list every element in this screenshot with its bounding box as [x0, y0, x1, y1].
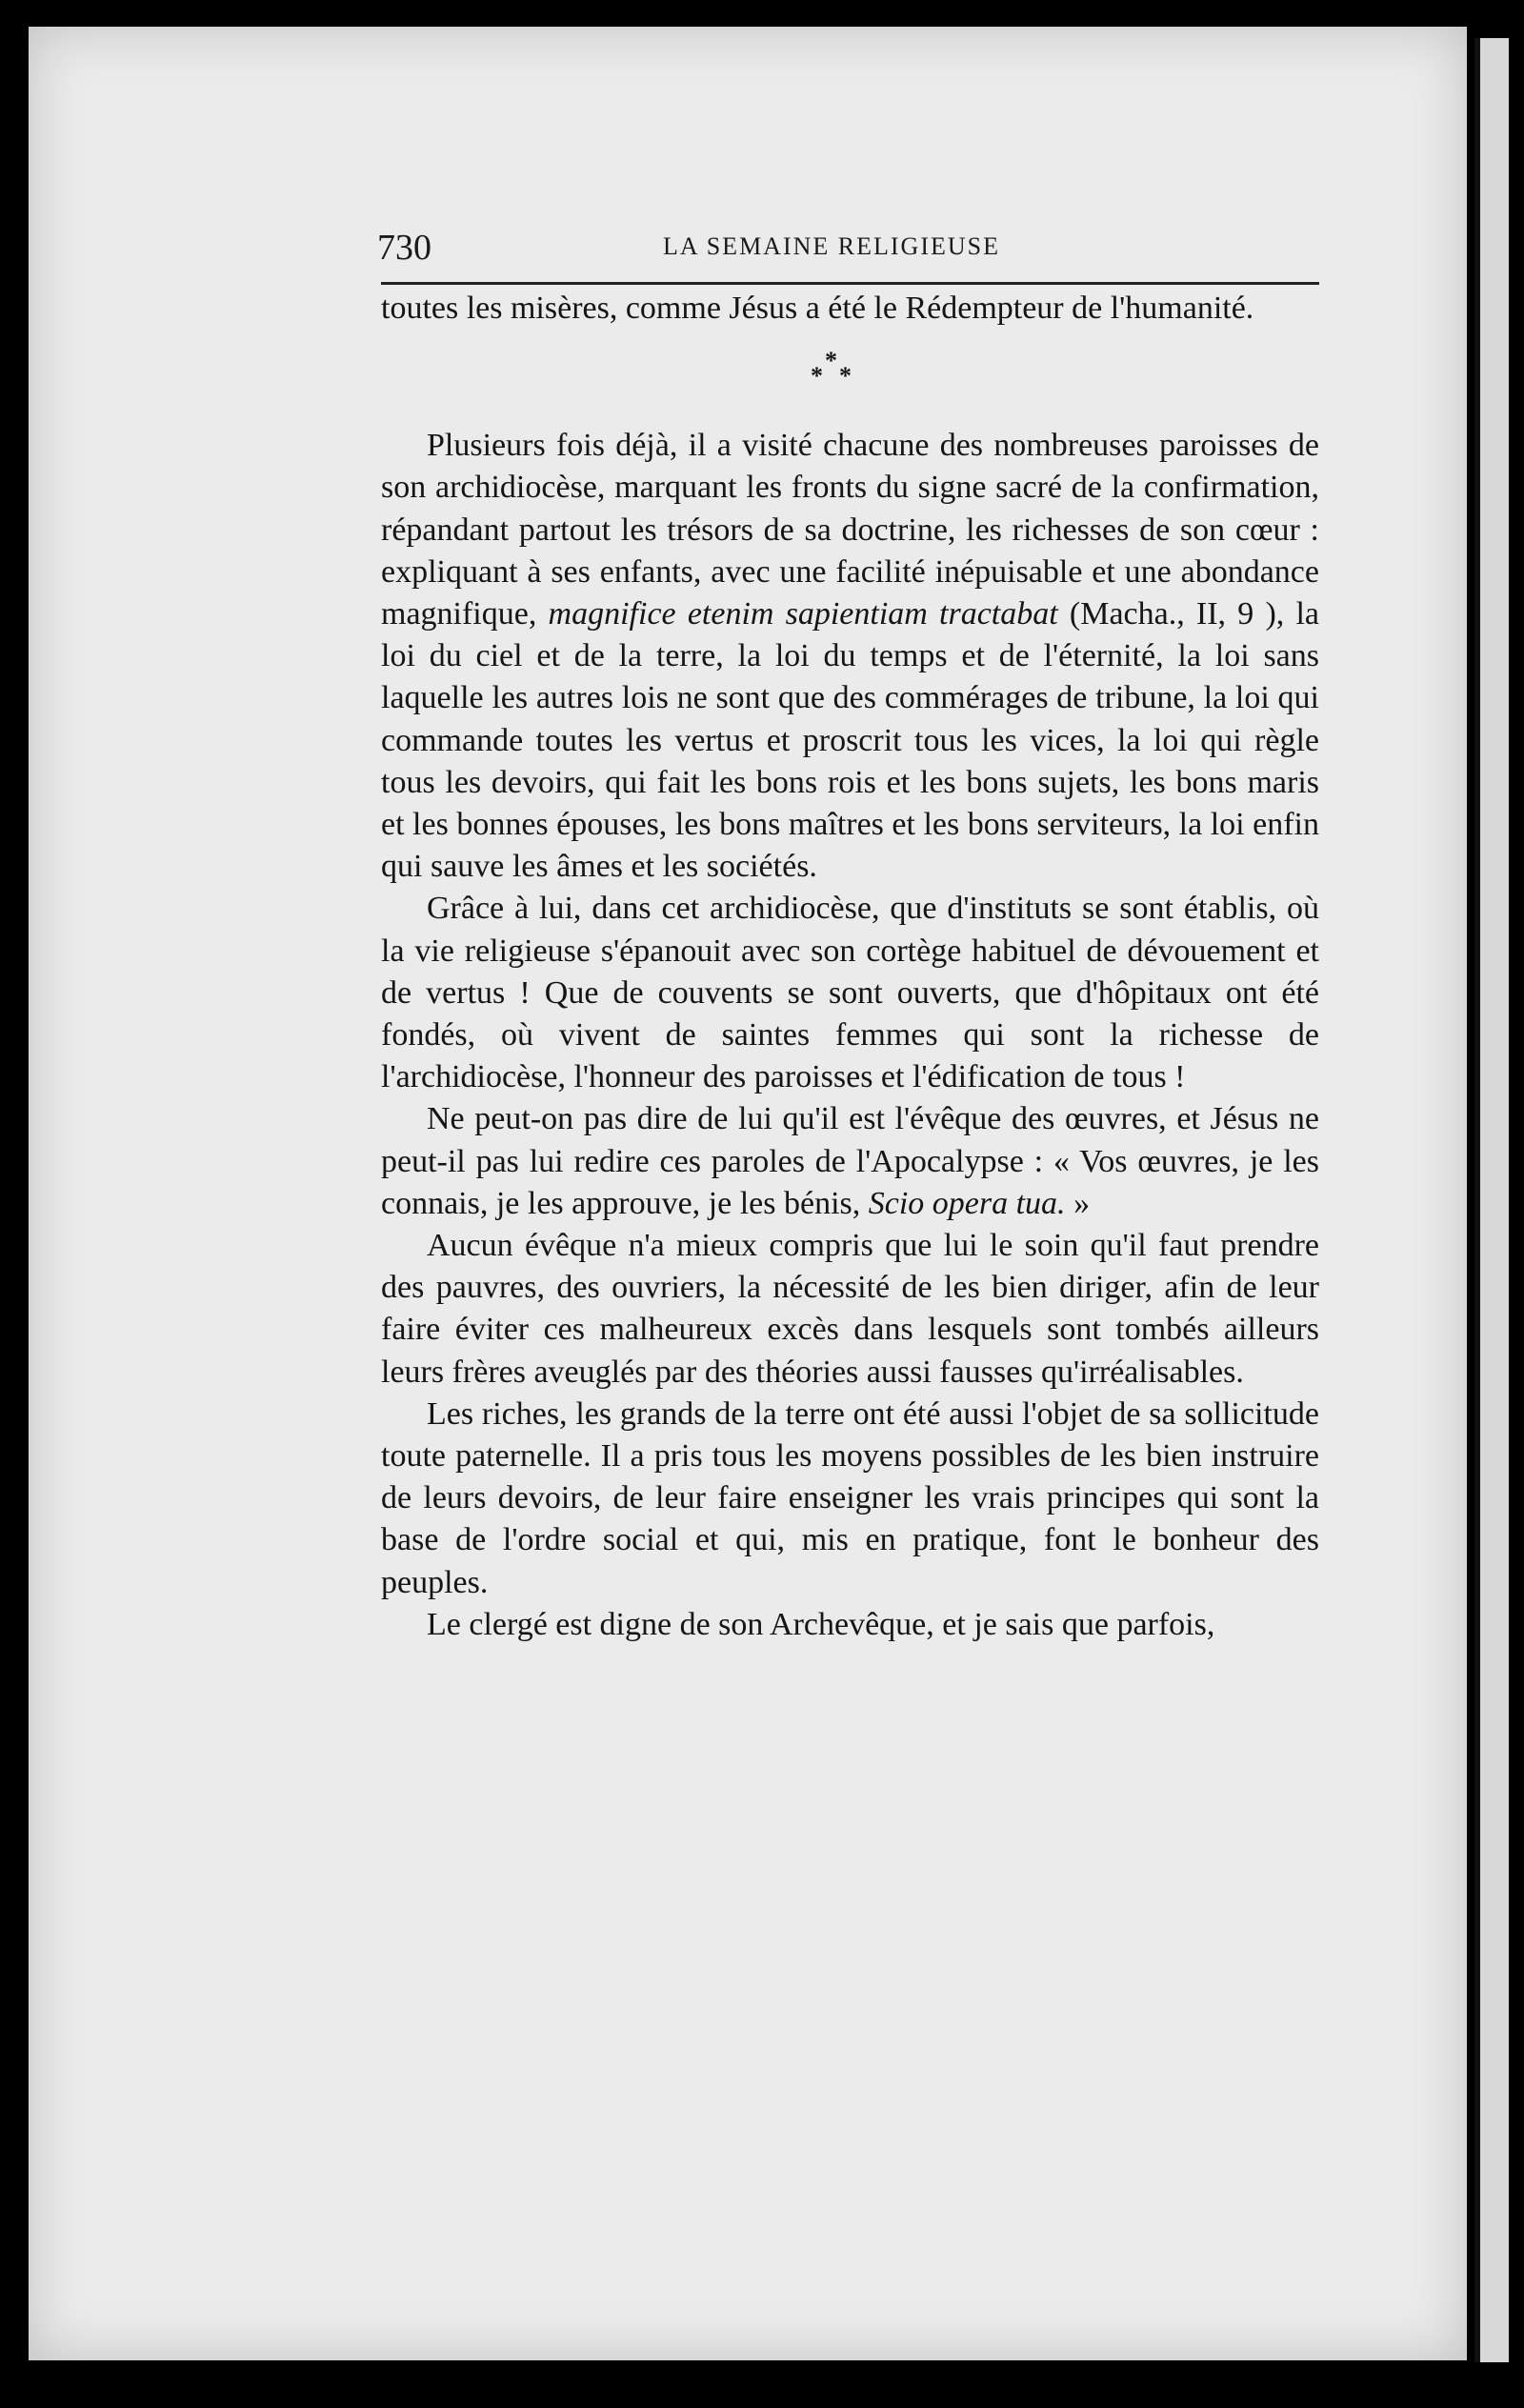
latin-quote: magnifice etenim sapientiam tractabat [548, 596, 1058, 632]
paragraph-6: Le clergé est digne de son Archevêque, et je sais que parfois, [427, 1606, 1215, 1642]
paragraph-4: Aucun évêque n'a mieux compris que lui le soin qu'il faut prendre des pauvres, des ouvriers, la nécessité de les bien diriger, afin de leur faire éviter ces malheureux excès dans lesquels sont tombés ailleurs leurs frères aveuglés par des théories aussi fausses qu'irréalisables. [381, 1228, 1319, 1390]
facing-page-edge [1474, 38, 1509, 2362]
paragraph-3 [381, 1098, 1319, 1225]
header-rule [381, 282, 1319, 285]
paragraph-continuation: toutes les misères, comme Jésus a été le Rédempteur de l'humanité. [381, 291, 1254, 326]
asterism-star-right: * [839, 362, 852, 391]
asterism-star-top: * [825, 347, 837, 375]
paragraph-1-text-a: Plusieurs fois déjà, il a visité chacune des nombreuses paroisses de son archidiocèse, marquant les fronts du signe sacré de la confirmation, répandant partout les trésors de sa doctrine, les richesses de son cœur : expliquant à ses enfants, avec une facilité inépuisable et une abondance magnifique, [381, 428, 1319, 632]
latin-quote-scio: Scio opera tua. [868, 1185, 1066, 1221]
asterism-star-left: * [811, 362, 823, 391]
page-body [381, 288, 1319, 1646]
paragraph-1 [381, 425, 1319, 888]
running-title: LA SEMAINE RELIGIEUSE [663, 232, 1000, 260]
asterism [381, 330, 1319, 425]
paragraph-3-text-a: Ne peut-on pas dire de lui qu'il est l'évêque des œuvres, et Jésus ne peut-il pas lui redire ces paroles de l'Apocalypse : « Vos œuvres, je les connais, je les approuve, je les bénis, [381, 1101, 1319, 1221]
paragraph-3-text-b: » [1065, 1185, 1091, 1221]
paragraph-1-text-b: (Macha., II, 9 ), la loi du ciel et de la terre, la loi du temps et de l'éternité, la loi sans laquelle les autres lois ne sont que des commérages de tribune, la loi qui commande toutes les vertus et proscrit tous les vices, la loi qui règle tous les devoirs, qui fait les bons rois et les bons sujets, les bons maris et les bonnes épouses, les bons maîtres et les bons serviteurs, la loi enfin qui sauve les âmes et les sociétés. [381, 596, 1319, 885]
paragraph-5: Les riches, les grands de la terre ont été aussi l'objet de sa sollicitude toute paternelle. Il a pris tous les moyens possibles de les bien instruire de leurs devoirs, de leur faire enseigner les vrais principes qui sont la base de l'ordre social et qui, mis en pratique, font le bonheur des peuples. [381, 1395, 1319, 1600]
paragraph-2: Grâce à lui, dans cet archidiocèse, que d'instituts se sont établis, où la vie religieuse s'épanouit avec son cortège habituel de dévouement et de vertus ! Que de couvents se sont ouverts, que d'hôpitaux ont été fondés, où vivent de saintes femmes qui sont la richesse de l'archidiocèse, l'honneur des paroisses et l'édification de tous ! [381, 891, 1319, 1095]
page-header [377, 221, 1320, 274]
page-number: 730 [377, 228, 431, 268]
